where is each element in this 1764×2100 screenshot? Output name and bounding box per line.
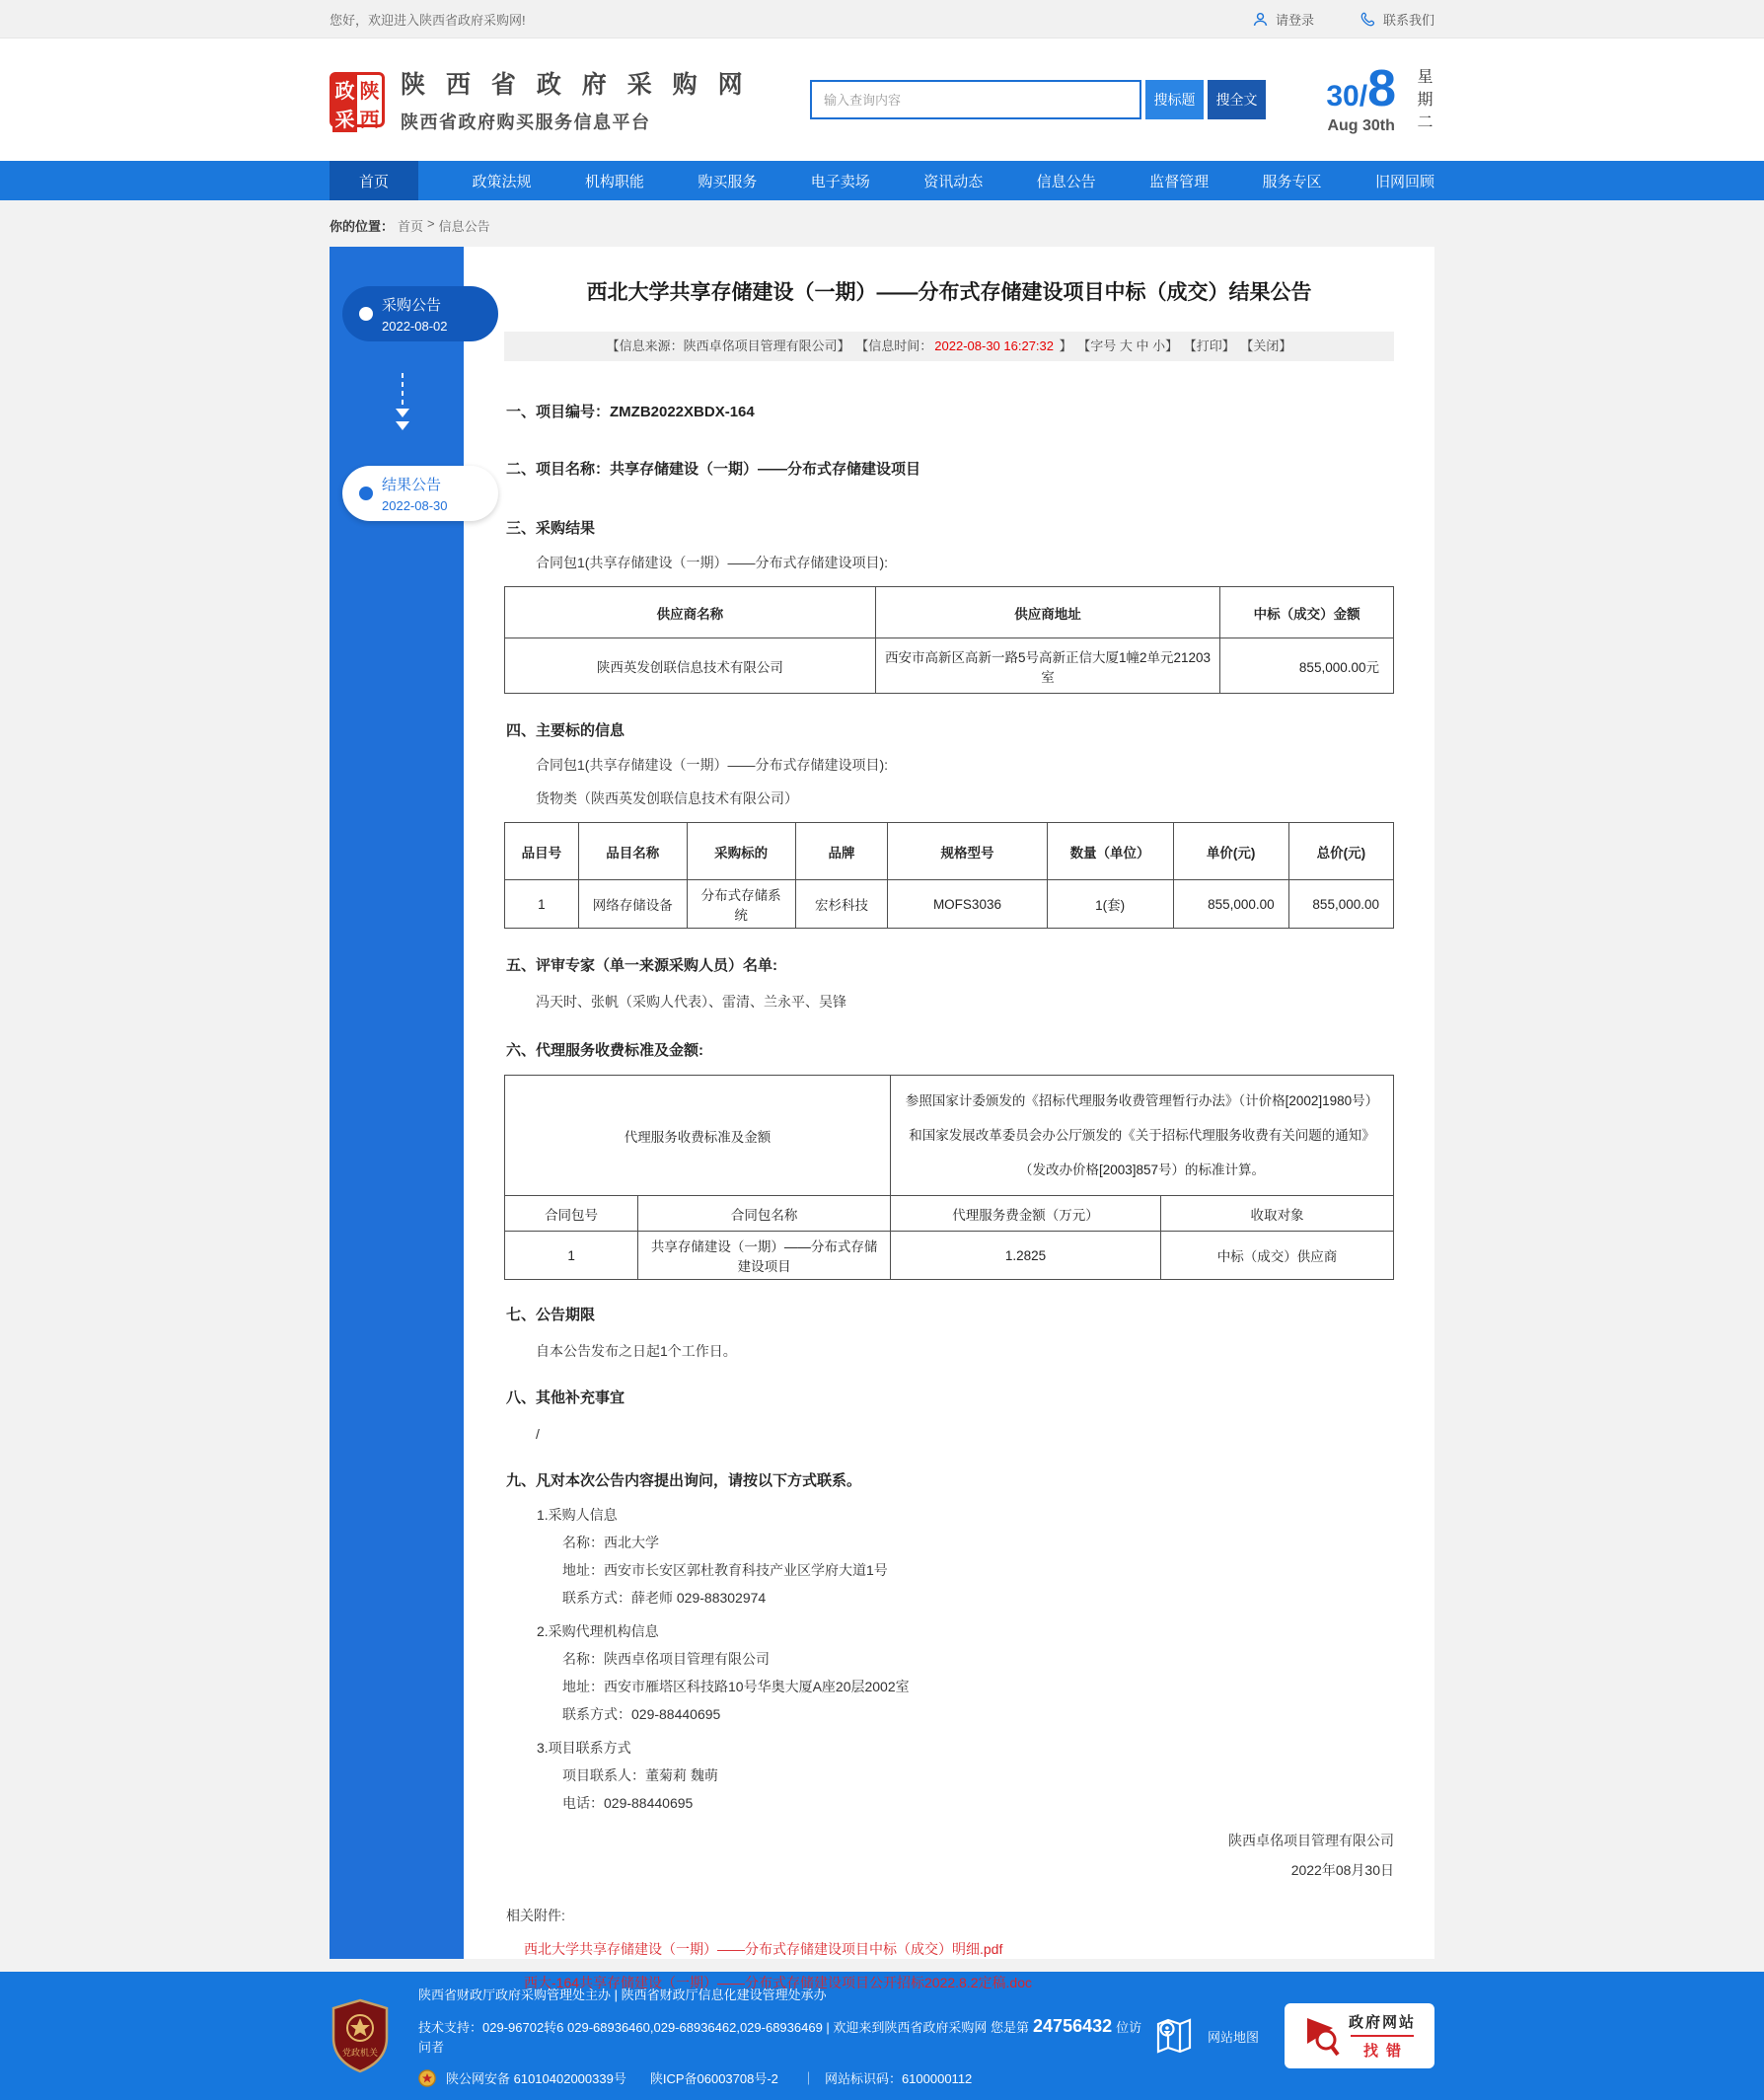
meta-print-button[interactable]: 【打印】 — [1183, 338, 1235, 353]
purchaser-contact: 联系方式：薛老师 029-88302974 — [562, 1590, 767, 1607]
divider — [1351, 2035, 1414, 2037]
icp-link[interactable]: 陕ICP备06003708号-2 — [649, 2071, 778, 2086]
project-contact-title: 3.项目联系方式 — [537, 1740, 631, 1757]
sitemap-link[interactable]: 网站地图 — [1152, 2014, 1259, 2058]
search-input[interactable] — [810, 80, 1141, 119]
section-2-heading: 二、项目名称：共享存储建设（一期）——分布式存储建设项目 — [506, 461, 921, 478]
nav-item-old-site[interactable]: 旧网回顾 — [1374, 173, 1434, 190]
attachment-pdf-link[interactable]: 西北大学共享存储建设（一期）——分布式存储建设项目中标（成交）明细.pdf — [524, 1941, 1003, 1958]
contract-pack-note: 合同包1(共享存储建设（一期）——分布式存储建设项目): — [536, 555, 888, 570]
section-6-heading: 六、代理服务收费标准及金额: — [506, 1042, 703, 1059]
article-title: 西北大学共享存储建设（一期）——分布式存储建设项目中标（成交）结果公告 — [586, 281, 1312, 304]
section-7-heading: 七、公告期限 — [506, 1307, 596, 1324]
goods-category-note: 货物类（陕西英发创联信息技术有限公司） — [536, 790, 798, 806]
purchaser-info-title: 1.采购人信息 — [537, 1507, 618, 1524]
login-link[interactable]: 请登录 — [1252, 10, 1314, 29]
search-fulltext-button[interactable]: 搜全文 — [1208, 80, 1266, 119]
nav-item-home[interactable]: 首页 — [330, 161, 418, 200]
table-row: 1 网络存储设备 分布式存储系统 宏杉科技 MOFS3036 1(套) 855,000.00 855,000.00 — [505, 880, 1394, 929]
breadcrumb-current: 信息公告 — [438, 219, 490, 234]
government-emblem-icon — [330, 1998, 391, 2073]
table-row: 陕西英发创联信息技术有限公司 西安市高新区高新一路5号高新正信大厦1幢2单元21203室 855,000.00元 — [505, 638, 1394, 694]
top-bar — [0, 0, 1764, 38]
project-contact-person: 项目联系人：董菊莉 魏萌 — [562, 1767, 718, 1784]
date-weekday: 星期二 — [1414, 67, 1432, 136]
attachments-label: 相关附件: — [506, 1908, 565, 1924]
seal-logo-icon: 政 陕 采 西 — [330, 72, 385, 127]
breadcrumb: 你的位置： 首页 > 信息公告 — [330, 216, 490, 234]
nav-item-announcements[interactable]: 信息公告 — [1036, 173, 1096, 190]
meta-fontsize-control[interactable]: 【字号 大 中 小】 — [1077, 338, 1179, 353]
phone-icon — [1360, 11, 1376, 28]
step-dot — [359, 487, 373, 500]
agency-contact: 联系方式：029-88440695 — [562, 1706, 721, 1723]
contract-pack-note: 合同包1(共享存储建设（一期）——分布式存储建设项目): — [536, 757, 888, 773]
step-dot — [359, 307, 373, 321]
agency-address: 地址：西安市雁塔区科技路10号华奥大厦A座20层2002室 — [562, 1679, 910, 1695]
section-4-heading: 四、主要标的信息 — [506, 722, 625, 739]
meta-time: 2022-08-30 16:27:32 — [934, 338, 1054, 353]
map-icon — [1152, 2014, 1196, 2058]
purchaser-name: 名称：西北大学 — [562, 1535, 659, 1551]
date-month: 8 — [1367, 59, 1396, 117]
main-nav — [0, 161, 1764, 200]
announcement-period: 自本公告发布之日起1个工作日。 — [536, 1343, 737, 1360]
agency-fee-desc: 参照国家计委颁发的《招标代理服务收费管理暂行办法》（计价格[2002]1980号）和国家发展改革委员会办公厅颁发的《关于招标代理服务收费有关问题的通知》（发改办价格[2003]857号）的标准计算。 — [891, 1076, 1394, 1196]
error-finder-icon — [1303, 2014, 1341, 2058]
article-panel — [464, 247, 1434, 1991]
experts-list: 冯天时、张帆（采购人代表）、雷清、兰永平、吴锋 — [536, 994, 846, 1010]
signature-company: 陕西卓佲项目管理有限公司 — [1228, 1833, 1394, 1849]
nav-item-purchase-service[interactable]: 购买服务 — [698, 173, 758, 190]
arrow-down-icon — [393, 371, 412, 436]
agency-name: 名称：陕西卓佲项目管理有限公司 — [562, 1651, 770, 1668]
step-result-notice[interactable]: 结果公告 2022-08-30 — [342, 466, 498, 521]
nav-item-service-zone[interactable]: 服务专区 — [1262, 173, 1322, 190]
emblem-label: 党政机关 — [341, 2048, 379, 2058]
visitor-count: 24756432 — [1033, 2016, 1113, 2036]
nav-item-functions[interactable]: 机构职能 — [584, 173, 644, 190]
police-badge-icon — [418, 2069, 436, 2087]
breadcrumb-home[interactable]: 首页 — [398, 219, 424, 234]
search-box — [810, 80, 1266, 119]
site-code: 网站标识码：6100000112 — [824, 2071, 973, 2086]
meta-close-button[interactable]: 【关闭】 — [1240, 338, 1292, 353]
section-5-heading: 五、评审专家（单一来源采购人员）名单: — [506, 957, 777, 974]
article-meta-bar: 【信息来源：陕西卓佲项目管理有限公司】 【信息时间： 2022-08-30 16:27:32 】 【字号 大 中 小】 【打印】 【关闭】 — [504, 332, 1394, 361]
footer-beian-line: 陕公网安备 61010402000339号 陕ICP备06003708号-2 ｜ 网站标识码：6100000112 — [418, 2068, 1152, 2087]
welcome-text: 您好，欢迎进入陕西省政府采购网! — [330, 12, 526, 28]
footer-organizer-line: 陕西省财政厅政府采购管理处主办 | 陕西省财政厅信息化建设管理处承办 — [418, 1988, 827, 2002]
items-table: 品目号 品目名称 采购标的 品牌 规格型号 数量（单位） 单价(元) 总价(元) 1 网络存储设备 分布式存储系统 宏杉科技 MOFS3036 1(套) 855,000.00 855,000.00 — [504, 822, 1394, 929]
section-8-heading: 八、其他补充事宜 — [506, 1389, 625, 1407]
contact-us-link[interactable]: 联系我们 — [1360, 10, 1434, 29]
site-title: 陕 西 省 政 府 采 购 网 — [401, 71, 750, 99]
site-footer — [0, 1972, 1764, 2100]
meta-time-label: 【信息时间： — [855, 338, 933, 353]
footer-support-line: 技术支持：029-96702转6 029-68936460,029-68936462,029-68936469 | 欢迎来到陕西省政府采购网 您是第 24756432 位访问者 — [418, 2016, 1142, 2055]
user-icon — [1252, 11, 1269, 28]
nav-item-supervision[interactable]: 监督管理 — [1149, 173, 1210, 190]
site-header — [0, 38, 1764, 161]
project-contact-phone: 电话：029-88440695 — [562, 1795, 694, 1812]
agency-fee-label: 代理服务收费标准及金额 — [505, 1076, 891, 1196]
beian-link[interactable]: 陕公网安备 61010402000339号 — [446, 2071, 626, 2086]
error-report-badge[interactable]: 政府网站 找错 — [1285, 2003, 1434, 2068]
section-3-heading: 三、采购结果 — [506, 520, 596, 537]
section-9-heading: 九、凡对本次公告内容提出询问，请按以下方式联系。 — [506, 1472, 862, 1490]
timeline-sidebar — [330, 247, 464, 1959]
nav-item-policies[interactable]: 政策法规 — [472, 173, 532, 190]
agency-fee-table: 代理服务收费标准及金额 参照国家计委颁发的《招标代理服务收费管理暂行办法》（计价格[2002]1980号）和国家发展改革委员会办公厅颁发的《关于招标代理服务收费有关问题的通知》（发改办价格[2003]857号）的标准计算。 合同包号 合同包名称 代理服务费金额（万元） 收取对象 1 共享存储建设（一期）——分布式存储建设项目 1.2825 中标（成交）供应商 — [504, 1075, 1394, 1280]
step-procurement-notice[interactable]: 采购公告 2022-08-02 — [342, 286, 498, 341]
meta-source: 【信息来源：陕西卓佲项目管理有限公司】 — [606, 338, 850, 353]
date-widget — [1326, 59, 1434, 136]
other-matters: / — [536, 1426, 540, 1443]
supplier-table: 供应商名称 供应商地址 中标（成交）金额 陕西英发创联信息技术有限公司 西安市高新区高新一路5号高新正信大厦1幢2单元21203室 855,000.00元 — [504, 586, 1394, 694]
date-day: 30/ — [1326, 79, 1368, 112]
search-title-button[interactable]: 搜标题 — [1145, 80, 1204, 119]
table-row: 1 共享存储建设（一期）——分布式存储建设项目 1.2825 中标（成交）供应商 — [505, 1232, 1394, 1280]
site-subtitle: 陕西省政府购买服务信息平台 — [401, 112, 651, 132]
nav-item-e-market[interactable]: 电子卖场 — [810, 173, 870, 190]
signature-date: 2022年08月30日 — [1290, 1862, 1394, 1879]
purchaser-address: 地址：西安市长安区郭杜教育科技产业区学府大道1号 — [562, 1562, 888, 1579]
attachment-doc-link[interactable]: 西大-164共享存储建设（一期）——分布式存储建设项目公开招标2022.8.2定稿.doc — [524, 1975, 1032, 1991]
agency-info-title: 2.采购代理机构信息 — [537, 1623, 659, 1640]
section-1-heading: 一、项目编号：ZMZB2022XBDX-164 — [506, 404, 755, 420]
nav-item-news[interactable]: 资讯动态 — [923, 173, 984, 190]
site-logo — [330, 65, 750, 134]
date-english: Aug 30th — [1327, 116, 1395, 134]
